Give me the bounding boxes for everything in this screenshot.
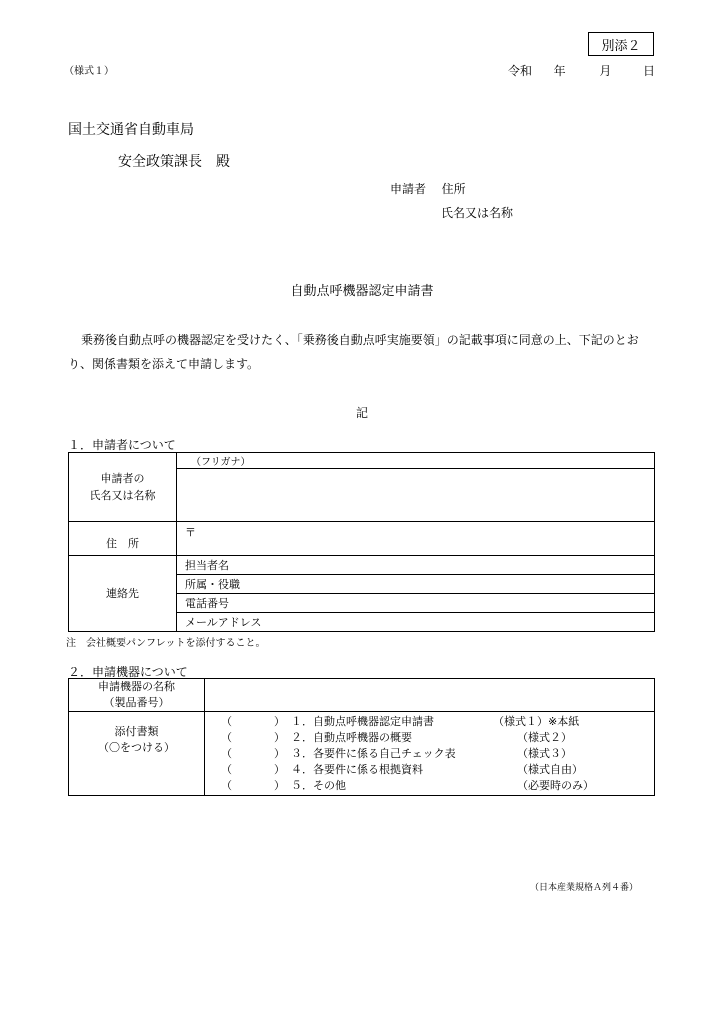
date-line — [508, 62, 655, 79]
form-number: （様式１） — [64, 66, 114, 77]
attachment-item-format: （様式１）※本紙 — [493, 715, 580, 728]
attachment-item[interactable]: （ ） ３．各要件に係る自己チェック表 （様式３） — [221, 747, 572, 760]
attachment-item-format: （様式３） — [517, 747, 572, 760]
attachment-item-label: ２．自動点呼機器の概要 — [291, 731, 412, 744]
addressee-bureau: 国土交通省自動車局 — [68, 122, 194, 138]
date-month: 月 — [599, 64, 612, 78]
attachment-item-label: ３．各要件に係る自己チェック表 — [291, 747, 456, 760]
applicant-address-line — [390, 180, 466, 197]
attachment-item-label: ５．その他 — [291, 779, 346, 792]
annex-label: 別添２ — [588, 32, 654, 56]
attachments-label-cell — [69, 712, 205, 796]
attachment-item[interactable]: （ ） ５．その他 （必要時のみ） — [221, 779, 594, 792]
attachment-item[interactable]: （ ） １．自動点呼機器認定申請書 （様式１）※本紙 — [221, 715, 580, 728]
section1-heading: １．申請者について — [68, 438, 176, 452]
addressee-division: 安全政策課長 殿 — [118, 154, 230, 170]
name-label-line2: 氏名又は名称 — [89, 489, 156, 502]
section2-heading: ２．申請機器について — [68, 665, 188, 679]
attachments-label-line1: 添付書類 — [114, 725, 159, 738]
email-field[interactable]: メールアドレス — [177, 613, 655, 632]
date-year: 年 — [553, 64, 566, 78]
document-title: 自動点呼機器認定申請書 — [290, 284, 434, 299]
applicant-label: 申請者 — [390, 182, 427, 196]
contact-person-field[interactable]: 担当者名 — [177, 556, 655, 575]
date-day: 日 — [643, 64, 656, 78]
attachment-item-format: （様式２） — [517, 731, 572, 744]
attachment-item-label: １．自動点呼機器認定申請書 — [291, 715, 434, 728]
attachments-list — [205, 712, 655, 796]
applicant-address-label: 住所 — [441, 182, 466, 196]
note-text: 注 会社概要パンフレットを添付すること。 — [66, 638, 266, 649]
body-text: 乗務後自動点呼の機器認定を受けたく、「乗務後自動点呼実施要領」の記載事項に同意の上、下記のとおり、関係書類を添えて申請します。 — [68, 333, 639, 371]
attachment-item[interactable]: （ ） ４．各要件に係る根拠資料 （様式自由） — [221, 763, 583, 776]
phone-field[interactable]: 電話番号 — [177, 594, 655, 613]
date-era: 令和 — [508, 64, 533, 78]
device-table — [68, 678, 655, 796]
attachment-item-format: （様式自由） — [517, 763, 583, 776]
attachment-item-format: （必要時のみ） — [517, 779, 594, 792]
device-label-cell — [69, 679, 205, 712]
department-field[interactable]: 所属・役職 — [177, 575, 655, 594]
applicant-name-label: 氏名又は名称 — [441, 206, 514, 220]
address-label-cell: 住 所 — [69, 522, 177, 556]
applicant-table — [68, 452, 655, 632]
attachment-item[interactable]: （ ） ２．自動点呼機器の概要 （様式２） — [221, 731, 572, 744]
attachment-item-label: ４．各要件に係る根拠資料 — [291, 763, 423, 776]
device-label-line1: 申請機器の名称 — [98, 680, 175, 693]
name-field[interactable] — [177, 469, 655, 522]
device-name-field[interactable] — [205, 679, 655, 712]
name-label-cell — [69, 453, 177, 522]
furigana-field[interactable]: （フリガナ） — [177, 453, 655, 469]
name-label-line1: 申請者の — [100, 472, 145, 485]
contact-label-cell: 連絡先 — [69, 556, 177, 632]
ki-heading: 記 — [355, 406, 368, 420]
device-label-line2: （製品番号） — [103, 696, 170, 709]
address-field[interactable]: 〒 — [177, 522, 655, 556]
paper-size-footer: （日本産業規格Ａ列４番） — [530, 883, 639, 893]
attachments-label-line2: （〇をつける） — [98, 741, 175, 754]
